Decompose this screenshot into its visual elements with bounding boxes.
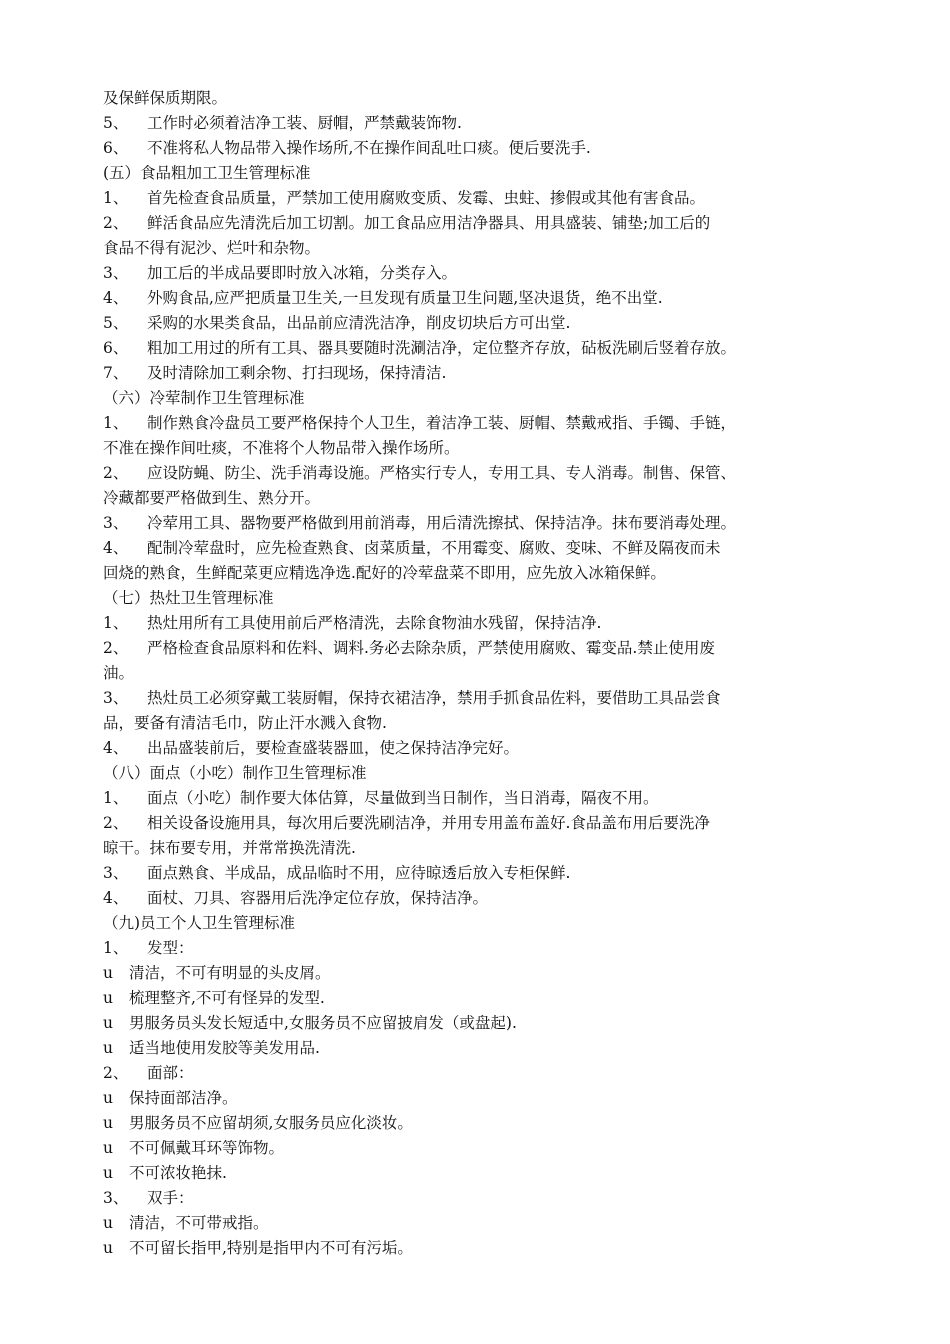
numbered-item <box>103 411 873 436</box>
numbered-item <box>103 286 873 311</box>
text-line <box>103 661 873 686</box>
item-number: 2、 <box>103 1064 129 1082</box>
line-text: 男服务员头发长短适中,女服务员不应留披肩发（或盘起). <box>129 1014 517 1032</box>
line-text: 不可佩戴耳环等饰物。 <box>129 1139 285 1157</box>
item-number: 2、 <box>103 814 129 832</box>
numbered-item <box>103 736 873 761</box>
line-text: 出品盛装前后，要检查盛装器皿，使之保持洁净完好。 <box>147 739 520 757</box>
line-text: （七）热灶卫生管理标准 <box>103 589 274 607</box>
numbered-item <box>103 686 873 711</box>
bullet-mark: u <box>103 1014 113 1032</box>
line-text: 双手： <box>147 1189 194 1207</box>
line-text: 梳理整齐,不可有怪异的发型. <box>129 989 325 1007</box>
document-body <box>103 86 873 1261</box>
text-line <box>103 161 873 186</box>
item-number: 4、 <box>103 889 129 907</box>
bullet-item <box>103 1111 873 1136</box>
line-text: 相关设备设施用具，每次用后要洗刷洁净，并用专用盖布盖好.食品盖布用后要洗净 <box>147 814 710 832</box>
text-line <box>103 486 873 511</box>
line-text: 冷荤用工具、器物要严格做到用前消毒，用后清洗擦拭、保持洁净。抹布要消毒处理。 <box>147 514 737 532</box>
line-text: 及时清除加工剩余物、打扫现场，保持清洁. <box>147 364 447 382</box>
line-text: 不准将私人物品带入操作场所,不在操作间乱吐口痰。便后要洗手. <box>147 139 591 157</box>
item-number: 1、 <box>103 614 129 632</box>
bullet-mark: u <box>103 1039 113 1057</box>
line-text: 加工后的半成品要即时放入冰箱，分类存入。 <box>147 264 458 282</box>
line-text: 粗加工用过的所有工具、器具要随时洗涮洁净，定位整齐存放，砧板洗刷后竖着存放。 <box>147 339 737 357</box>
line-text: 热灶员工必须穿戴工装厨帽，保持衣裙洁净，禁用手抓食品佐料，要借助工具品尝食 <box>147 689 721 707</box>
numbered-item <box>103 211 873 236</box>
bullet-item <box>103 1086 873 1111</box>
item-number: 2、 <box>103 639 129 657</box>
item-number: 4、 <box>103 539 129 557</box>
line-text: 保持面部洁净。 <box>129 1089 238 1107</box>
numbered-item <box>103 511 873 536</box>
line-text: 及保鲜保质期限。 <box>103 89 228 107</box>
numbered-item <box>103 786 873 811</box>
text-line <box>103 236 873 261</box>
line-text: 男服务员不应留胡须,女服务员应化淡妆。 <box>129 1114 413 1132</box>
bullet-item <box>103 986 873 1011</box>
bullet-item <box>103 1036 873 1061</box>
line-text: 适当地使用发胶等美发用品. <box>129 1039 320 1057</box>
bullet-mark: u <box>103 964 113 982</box>
line-text: 清洁，不可带戒指。 <box>129 1214 269 1232</box>
numbered-item <box>103 361 873 386</box>
bullet-item <box>103 1161 873 1186</box>
text-line <box>103 386 873 411</box>
item-number: 1、 <box>103 789 129 807</box>
item-number: 3、 <box>103 514 129 532</box>
text-line <box>103 436 873 461</box>
line-text: （八）面点（小吃）制作卫生管理标准 <box>103 764 367 782</box>
item-number: 4、 <box>103 289 129 307</box>
bullet-item <box>103 1211 873 1236</box>
line-text: 晾干。抹布要专用，并常常换洗清洗. <box>103 839 356 857</box>
line-text: 面杖、刀具、容器用后洗净定位存放，保持洁净。 <box>147 889 489 907</box>
bullet-item <box>103 1011 873 1036</box>
numbered-item <box>103 861 873 886</box>
bullet-item <box>103 961 873 986</box>
line-text: （六）冷荤制作卫生管理标准 <box>103 389 305 407</box>
item-number: 3、 <box>103 264 129 282</box>
line-text: 面点熟食、半成品，成品临时不用，应待晾透后放入专柜保鲜. <box>147 864 571 882</box>
line-text: （九)员工个人卫生管理标准 <box>103 914 296 932</box>
line-text: 配制冷荤盘时，应先检查熟食、卤菜质量，不用霉变、腐败、变味、不鲜及隔夜而未 <box>147 539 721 557</box>
numbered-item <box>103 636 873 661</box>
item-number: 1、 <box>103 414 129 432</box>
item-number: 3、 <box>103 864 129 882</box>
item-number: 1、 <box>103 189 129 207</box>
numbered-item <box>103 261 873 286</box>
text-line <box>103 761 873 786</box>
item-number: 4、 <box>103 739 129 757</box>
numbered-item <box>103 536 873 561</box>
numbered-item <box>103 936 873 961</box>
text-line <box>103 836 873 861</box>
item-number: 5、 <box>103 314 129 332</box>
bullet-mark: u <box>103 1214 113 1232</box>
line-text: 食品不得有泥沙、烂叶和杂物。 <box>103 239 321 257</box>
line-text: 外购食品,应严把质量卫生关,一旦发现有质量卫生问题,坚决退货，绝不出堂. <box>147 289 663 307</box>
numbered-item <box>103 461 873 486</box>
line-text: 回烧的熟食，生鲜配菜更应精选净选.配好的冷荤盘菜不即用，应先放入冰箱保鲜。 <box>103 564 666 582</box>
item-number: 6、 <box>103 139 129 157</box>
line-text: 首先检查食品质量，严禁加工使用腐败变质、发霉、虫蛀、掺假或其他有害食品。 <box>147 189 706 207</box>
numbered-item <box>103 811 873 836</box>
numbered-item <box>103 186 873 211</box>
numbered-item <box>103 336 873 361</box>
bullet-item <box>103 1136 873 1161</box>
bullet-mark: u <box>103 1164 113 1182</box>
numbered-item <box>103 1186 873 1211</box>
item-number: 3、 <box>103 1189 129 1207</box>
line-text: 应设防蝇、防尘、洗手消毒设施。严格实行专人，专用工具、专人消毒。制售、保管、 <box>147 464 737 482</box>
bullet-mark: u <box>103 1089 113 1107</box>
item-number: 1、 <box>103 939 129 957</box>
item-number: 3、 <box>103 689 129 707</box>
text-line <box>103 911 873 936</box>
line-text: (五）食品粗加工卫生管理标准 <box>103 164 311 182</box>
numbered-item <box>103 111 873 136</box>
numbered-item <box>103 1061 873 1086</box>
numbered-item <box>103 311 873 336</box>
text-line <box>103 561 873 586</box>
bullet-mark: u <box>103 1239 113 1257</box>
numbered-item <box>103 611 873 636</box>
line-text: 面点（小吃）制作要大体估算，尽量做到当日制作，当日消毒，隔夜不用。 <box>147 789 659 807</box>
bullet-item <box>103 1236 873 1261</box>
line-text: 热灶用所有工具使用前后严格清洗，去除食物油水残留，保持洁净. <box>147 614 602 632</box>
line-text: 油。 <box>103 664 135 682</box>
item-number: 5、 <box>103 114 129 132</box>
line-text: 制作熟食冷盘员工要严格保持个人卫生，着洁净工装、厨帽、禁戴戒指、手镯、手链， <box>147 414 737 432</box>
numbered-item <box>103 886 873 911</box>
line-text: 不可留长指甲,特别是指甲内不可有污垢。 <box>129 1239 413 1257</box>
item-number: 6、 <box>103 339 129 357</box>
bullet-mark: u <box>103 989 113 1007</box>
text-line <box>103 586 873 611</box>
line-text: 不可浓妆艳抹. <box>129 1164 227 1182</box>
line-text: 采购的水果类食品，出品前应清洗洁净，削皮切块后方可出堂. <box>147 314 571 332</box>
item-number: 2、 <box>103 464 129 482</box>
line-text: 发型： <box>147 939 194 957</box>
bullet-mark: u <box>103 1114 113 1132</box>
line-text: 品，要备有清洁毛巾，防止汗水溅入食物. <box>103 714 387 732</box>
text-line <box>103 711 873 736</box>
line-text: 不准在操作间吐痰，不准将个人物品带入操作场所。 <box>103 439 460 457</box>
line-text: 严格检查食品原料和佐料、调料.务必去除杂质，严禁使用腐败、霉变品.禁止使用废 <box>147 639 715 657</box>
line-text: 冷藏都要严格做到生、熟分开。 <box>103 489 321 507</box>
line-text: 清洁，不可有明显的头皮屑。 <box>129 964 331 982</box>
numbered-item <box>103 136 873 161</box>
line-text: 工作时必须着洁净工装、厨帽，严禁戴装饰物. <box>147 114 462 132</box>
line-text: 鲜活食品应先清洗后加工切割。加工食品应用洁净器具、用具盛装、铺垫;加工后的 <box>147 214 711 232</box>
line-text: 面部： <box>147 1064 194 1082</box>
bullet-mark: u <box>103 1139 113 1157</box>
text-line <box>103 86 873 111</box>
item-number: 2、 <box>103 214 129 232</box>
item-number: 7、 <box>103 364 129 382</box>
